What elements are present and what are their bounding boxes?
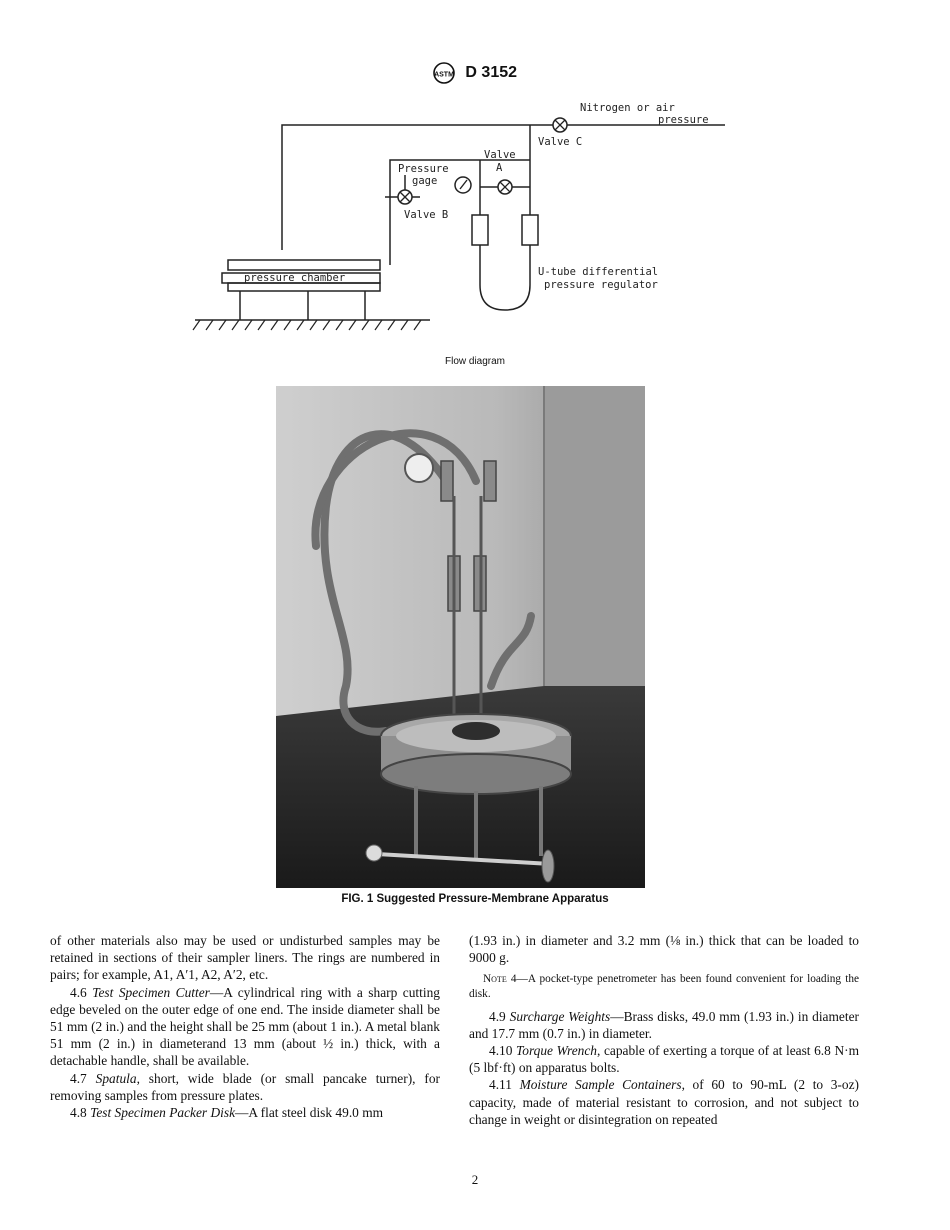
label-utube: U-tube differential xyxy=(538,266,659,278)
label-valve-a: Valve xyxy=(484,149,516,161)
valve-c-icon xyxy=(553,118,567,132)
section-4-7: 4.7 Spatula, short, wide blade (or small pancake turner), for removing samples from pressure plates. xyxy=(50,1070,440,1103)
label-pressure-chamber: pressure chamber xyxy=(244,272,346,284)
svg-text:ASTM: ASTM xyxy=(434,71,454,79)
label-valve-c: Valve C xyxy=(538,136,583,148)
diagram-caption: Flow diagram xyxy=(444,356,506,367)
label-pressure: pressure xyxy=(658,114,709,126)
label-pressure-gage: Pressure xyxy=(398,163,449,175)
document-designation: D 3152 xyxy=(465,64,518,81)
right-column xyxy=(469,932,859,1128)
valve-b-icon xyxy=(398,190,412,204)
page-number: 2 xyxy=(471,1172,479,1187)
left-column xyxy=(50,932,440,1121)
label-valve-b: Valve B xyxy=(404,209,449,221)
flow-diagram xyxy=(190,95,730,380)
section-4-11: 4.11 Moisture Sample Containers, of 60 to 90-mL (2 to 3-oz) capacity, made of material resistant to corrosion, and not subject to change in weight or disintegration on repeated xyxy=(469,1077,859,1127)
section-4-8: 4.8 Test Specimen Packer Disk—A flat steel disk 49.0 mm xyxy=(70,1105,384,1121)
label-nitrogen: Nitrogen or air xyxy=(580,102,675,114)
apparatus-photograph xyxy=(276,386,645,888)
valve-a-icon xyxy=(498,180,512,194)
section-4-10: 4.10 Torque Wrench, capable of exerting a torque of at least 6.8 N·m (5 lbf·ft) on apparatus bolts. xyxy=(469,1043,859,1076)
paragraph-continuation: of other materials also may be used or undisturbed samples may be retained in sections of their sampler liners. The rings are numbered in pairs; for example, A1, A′1, A2, A′2, etc. xyxy=(50,933,440,983)
label-regulator: pressure regulator xyxy=(544,279,658,291)
label-gage: gage xyxy=(412,175,438,187)
pressure-gage-icon xyxy=(455,177,471,193)
figure-caption: FIG. 1 Suggested Pressure-Membrane Apparatus xyxy=(341,893,609,905)
section-4-6: 4.6 Test Specimen Cutter—A cylindrical ring with a sharp cutting edge beveled on the outer edge of one end. The inside diameter shall be 51 mm (2 in.) and the height shall be 25 mm (about 1 in.). A metal blank 51 mm (2 in.) in diameterand 13 mm (about ½ in.) thick, with a detachable handle, shall be available. xyxy=(50,984,440,1069)
paragraph-continuation-right: (1.93 in.) in diameter and 3.2 mm (⅛ in.) thick that can be loaded to 9000 g. xyxy=(469,933,859,966)
label-valve-a-letter: A xyxy=(496,162,503,174)
page-header xyxy=(0,62,950,84)
note-4: Note 4—A pocket-type penetrometer has been found convenient for loading the disk. xyxy=(469,973,859,1000)
astm-logo xyxy=(433,62,455,84)
section-4-9: 4.9 Surcharge Weights—Brass disks, 49.0 mm (1.93 in.) in diameter and 17.7 mm (0.7 in.) in diameter. xyxy=(469,1008,859,1041)
